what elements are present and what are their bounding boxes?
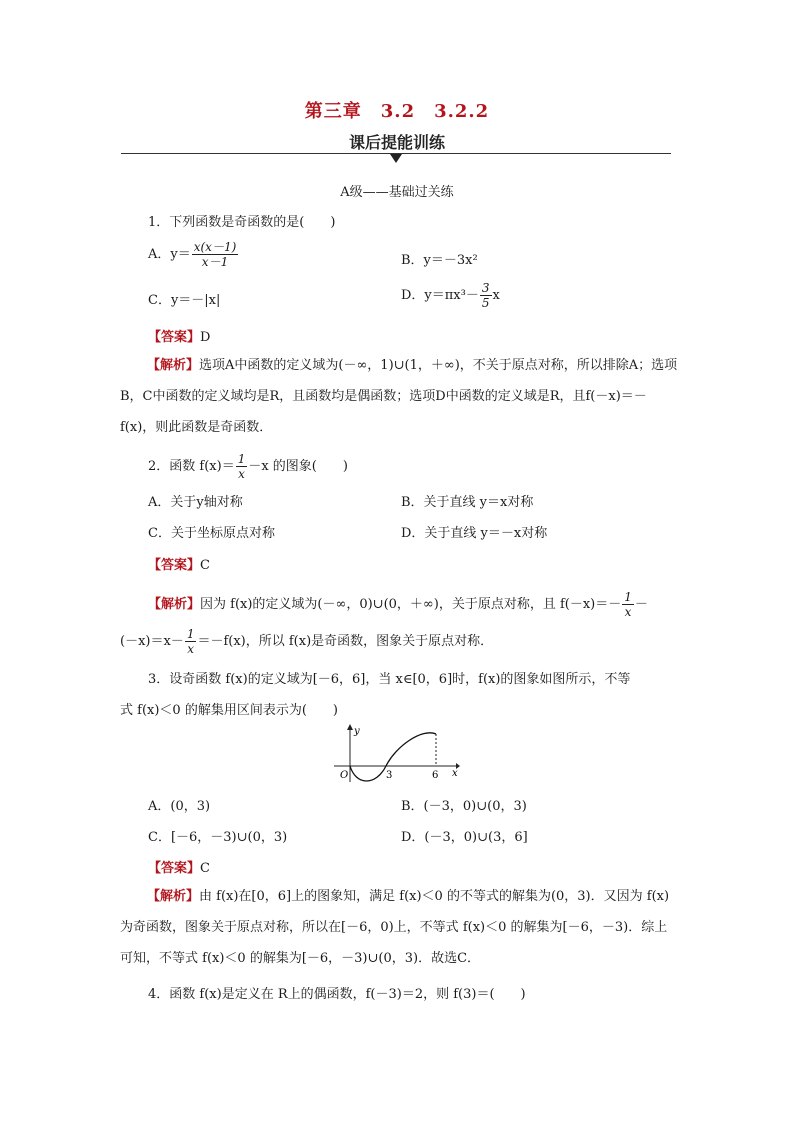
q2-analysis-fraction-a <box>622 590 634 619</box>
q2-option-d: D．关于直线 y＝－x对称 <box>401 526 548 541</box>
q1-option-d-prefix: D．y＝πx³－ <box>401 288 479 303</box>
q2-stem-fraction <box>236 452 248 481</box>
q2-stem-numerator: 1 <box>237 452 246 466</box>
q1-option-a-denominator: x－1 <box>201 255 229 269</box>
q2-option-c: C．关于坐标原点对称 <box>148 526 275 541</box>
origin-label: O <box>340 770 349 781</box>
q3-option-b: B．(－3，0)∪(0，3) <box>401 799 527 814</box>
q2-analysis-text-1: 因为 f(x)的定义域为(－∞，0)∪(0，＋∞)，关于原点对称，且 f(－x)＝－ <box>200 597 622 612</box>
q1-option-d-suffix: x <box>492 288 500 303</box>
q1-option-a-prefix: A．y＝ <box>148 247 191 262</box>
q3-option-a: A．(0，3) <box>148 799 211 814</box>
q1-analysis-text: 选项A中函数的定义域为(－∞，1)∪(1，＋∞)，不关于原点对称，所以排除A；选项B，C中函数的定义域均是R，且函数均是偶函数；选项D中函数的定义域是R，且f(－x)＝－f(x)，则此函数是奇函数． <box>120 358 678 435</box>
q2-stem-prefix: 2．函数 f(x)＝ <box>148 459 235 474</box>
q3-option-c: C．[－6，－3)∪(0，3) <box>148 830 288 845</box>
q3-answer <box>148 857 210 876</box>
q1-option-c: C．y＝－|x| <box>148 293 221 308</box>
q4-stem: 4．函数 f(x)是定义在 R上的偶函数，f(－3)＝2，则 f(3)＝( ) <box>148 987 526 1002</box>
q2-analysis-text-1-end: － <box>634 597 648 612</box>
q1-analysis-tag: 【解析】 <box>147 358 200 373</box>
q2-stem-suffix: －x 的图象( ) <box>248 459 348 474</box>
q2-analysis-tag: 【解析】 <box>148 597 201 612</box>
down-triangle-icon <box>390 154 402 163</box>
q3-analysis-text: 由 f(x)在[0，6]上的图象知，满足 f(x)＜0 的不等式的解集为(0，3)．又因为 f(x)为奇函数，图象关于原点对称，所以在[－6，0)上，不等式 f(x)＜0 的解集为[－6，－3)．综上可知，不等式 f(x)＜0 的解集为[－6，－3)∪(0，3)．故选C． <box>120 889 670 966</box>
q2-analysis-fraction-a-numerator: 1 <box>624 590 632 604</box>
q2-analysis-line1 <box>148 590 648 619</box>
q2-stem <box>148 452 348 481</box>
y-axis-label: y <box>354 726 360 737</box>
q3-stem-line2: 式 f(x)＜0 的解集用区间表示为( ) <box>120 703 338 718</box>
q2-analysis-fraction-b-numerator: 1 <box>186 627 195 641</box>
q2-analysis-fraction-b-denominator: x <box>187 642 195 656</box>
q1-option-a-numerator: x(x－1) <box>193 240 237 254</box>
q2-answer-value: C <box>200 558 210 573</box>
q2-analysis-line2 <box>120 627 493 656</box>
x-axis-label: x <box>452 768 458 779</box>
q3-stem-line1: 3．设奇函数 f(x)的定义域为[－6，6]，当 x∈[0，6]时，f(x)的图象如图所示，不等 <box>148 672 631 687</box>
q1-option-a <box>148 240 239 269</box>
q1-answer-tag: 【答案】 <box>148 330 201 345</box>
q3-analysis-tag: 【解析】 <box>147 889 200 904</box>
tick-6-label: 6 <box>432 770 439 781</box>
q2-stem-denominator: x <box>238 467 245 481</box>
chapter-heading: 第三章 3.2 3.2.2 <box>304 101 490 122</box>
tick-3-label: 3 <box>386 770 393 781</box>
q1-analysis <box>120 350 680 443</box>
q2-analysis-fraction-a-denominator: x <box>624 605 632 619</box>
q1-option-b: B．y＝－3x² <box>401 253 478 268</box>
q3-answer-tag: 【答案】 <box>148 861 201 876</box>
function-curve <box>350 733 439 781</box>
q3-answer-value: C <box>200 861 210 876</box>
q3-function-graph <box>334 724 460 784</box>
q1-option-d <box>401 281 500 310</box>
section-subtitle: 课后提能训练 <box>348 133 445 152</box>
q2-answer-tag: 【答案】 <box>148 558 201 573</box>
q1-option-a-fraction <box>192 240 239 269</box>
q3-analysis <box>120 881 680 974</box>
y-axis-arrow-icon <box>347 724 353 730</box>
level-title: A级——基础过关练 <box>340 185 454 200</box>
q2-option-b: B．关于直线 y＝x对称 <box>401 495 534 510</box>
q2-analysis-text-2-suffix: ＝－f(x)，所以 f(x)是奇函数，图象关于原点对称． <box>197 634 494 649</box>
q1-option-d-denominator: 5 <box>481 296 490 310</box>
q2-answer <box>148 554 210 573</box>
q3-option-d: D．(－3，0)∪(3，6] <box>401 830 528 845</box>
q1-answer-value: D <box>200 330 211 345</box>
q2-analysis-text-2-prefix: (－x)＝x－ <box>120 634 184 649</box>
q1-option-d-numerator: 3 <box>481 281 490 295</box>
q1-answer <box>148 326 210 345</box>
q1-stem: 1．下列函数是奇函数的是( ) <box>148 215 336 230</box>
q2-analysis-fraction-b <box>185 627 197 656</box>
q2-option-a: A．关于y轴对称 <box>148 495 243 510</box>
q1-option-d-fraction <box>480 281 492 310</box>
